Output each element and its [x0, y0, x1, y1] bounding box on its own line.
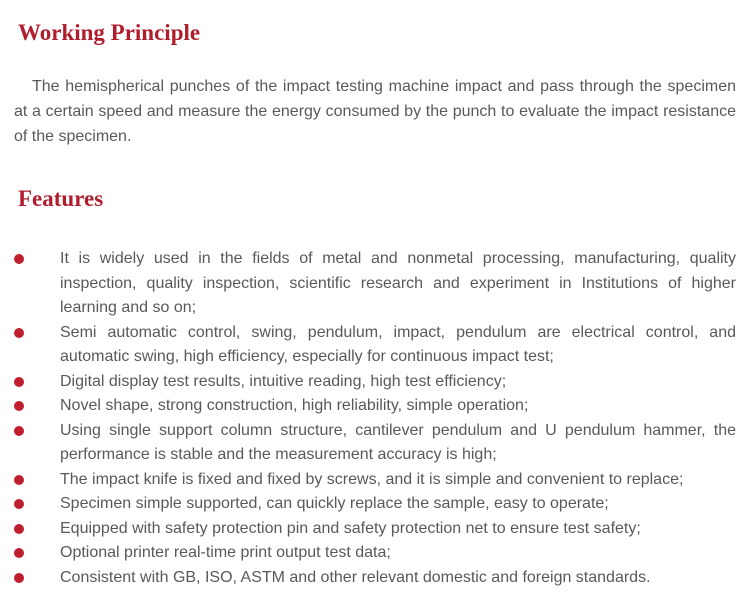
- bullet-icon: [14, 548, 24, 558]
- feature-list-item: [14, 517, 736, 542]
- feature-item-text: Digital display test results, intuitive reading, high test efficiency;: [60, 372, 507, 390]
- bullet-icon: [14, 475, 24, 485]
- feature-list-item: [14, 541, 736, 566]
- feature-list-item: [14, 321, 736, 370]
- feature-item-text: Optional printer real-time print output test data;: [60, 544, 391, 561]
- feature-item-text: Equipped with safety protection pin and safety protection net to ensure test safety;: [60, 519, 641, 537]
- feature-list-item: [14, 370, 736, 395]
- bullet-icon: [14, 328, 24, 338]
- feature-item-text: Consistent with GB, ISO, ASTM and other relevant domestic and foreign standards.: [60, 568, 651, 586]
- feature-item-text: Semi automatic control, swing, pendulum, impact, pendulum are electrical control, and automatic swing, high efficiency, especially for continuous impact test;: [60, 323, 736, 365]
- feature-list-item: [14, 492, 736, 517]
- bullet-icon: [14, 401, 24, 411]
- feature-item-text: Specimen simple supported, can quickly replace the sample, easy to operate;: [60, 495, 609, 512]
- working-principle-heading: Working Principle: [18, 20, 201, 45]
- feature-list-item: [14, 394, 736, 419]
- feature-item-text: Novel shape, strong construction, high reliability, simple operation;: [60, 397, 529, 414]
- bullet-icon: [14, 499, 24, 509]
- bullet-icon: [14, 573, 24, 583]
- features-heading: Features: [18, 186, 104, 211]
- feature-list-item: [14, 247, 736, 321]
- feature-item-text: The impact knife is fixed and fixed by screws, and it is simple and convenient to replace;: [60, 470, 684, 488]
- bullet-icon: [14, 426, 24, 436]
- feature-list-item: [14, 566, 736, 591]
- bullet-icon: [14, 524, 24, 534]
- feature-list-item: [14, 419, 736, 468]
- feature-item-text: Using single support column structure, cantilever pendulum and U pendulum hammer, the performance is stable and the measurement accuracy is high;: [60, 421, 736, 463]
- bullet-icon: [14, 377, 24, 387]
- feature-item-text: It is widely used in the fields of metal and nonmetal processing, manufacturing, quality inspection, quality inspection, scientific research and experiment in Institutions of higher learning and so on;: [60, 250, 736, 316]
- working-principle-paragraph: The hemispherical punches of the impact testing machine impact and pass through the specimen at a certain speed and measure the energy consumed by the punch to evaluate the impact resistance of the specimen.: [14, 78, 736, 145]
- bullet-icon: [14, 254, 24, 264]
- feature-list: [14, 247, 736, 590]
- feature-list-item: [14, 468, 736, 493]
